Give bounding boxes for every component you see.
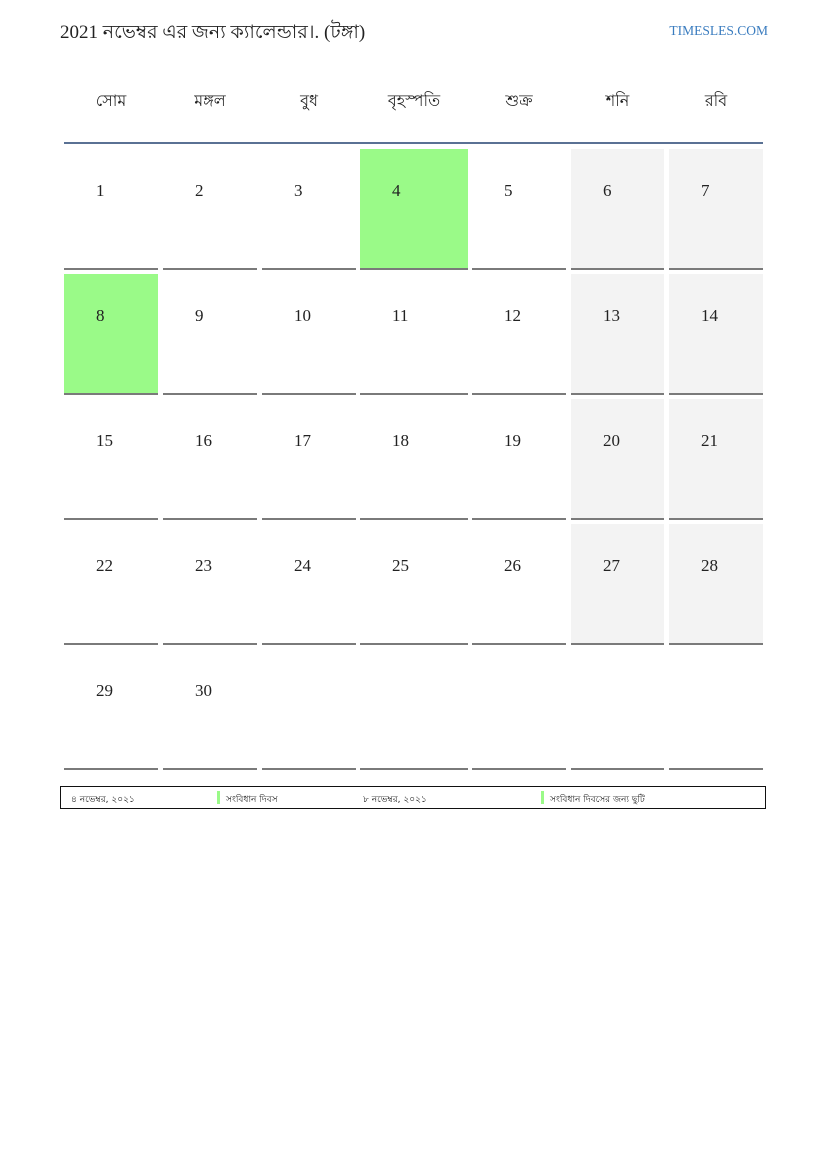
legend-holiday-2: সংবিধান দিবসের জন্য ছুটি (550, 795, 645, 805)
day-number: 30 (195, 681, 212, 700)
day-number: 21 (701, 431, 718, 450)
day-cell[interactable] (360, 524, 468, 645)
day-number: 5 (504, 181, 513, 200)
day-cell[interactable] (262, 399, 356, 520)
day-number: 7 (701, 181, 710, 200)
day-cell[interactable] (472, 649, 566, 770)
day-number: 13 (603, 306, 620, 325)
day-number: 19 (504, 431, 521, 450)
day-number: 18 (392, 431, 409, 450)
legend-date-1: ৪ নভেম্বর, ২০২১ (71, 795, 135, 805)
day-cell[interactable] (262, 274, 356, 395)
day-number: 17 (294, 431, 311, 450)
header-divider (64, 142, 763, 144)
site-link[interactable]: TIMESLES.COM (669, 23, 768, 38)
day-cell[interactable] (360, 149, 468, 270)
day-cell[interactable] (64, 524, 158, 645)
day-number: 3 (294, 181, 303, 200)
day-cell[interactable] (163, 649, 257, 770)
day-number: 6 (603, 181, 612, 200)
day-number: 14 (701, 306, 718, 325)
day-number: 15 (96, 431, 113, 450)
day-number: 1 (96, 181, 105, 200)
weekday-header (64, 88, 763, 118)
day-cell[interactable] (262, 149, 356, 270)
day-number: 2 (195, 181, 204, 200)
day-cell[interactable] (571, 274, 664, 395)
day-cell[interactable] (669, 149, 763, 270)
weekday-label: রবি (704, 91, 728, 110)
day-cell[interactable] (163, 399, 257, 520)
day-cell[interactable] (64, 149, 158, 270)
day-number: 29 (96, 681, 113, 700)
day-cell[interactable] (163, 274, 257, 395)
day-cell[interactable] (163, 524, 257, 645)
day-number: 20 (603, 431, 620, 450)
day-number: 25 (392, 556, 409, 575)
day-number: 16 (195, 431, 212, 450)
legend-holiday-1: সংবিধান দিবস (226, 795, 278, 805)
day-number: 24 (294, 556, 311, 575)
weekday-label: মঙ্গল (194, 91, 226, 110)
day-cell[interactable] (64, 649, 158, 770)
day-number: 9 (195, 306, 204, 325)
day-number: 26 (504, 556, 521, 575)
day-number: 27 (603, 556, 620, 575)
day-cell[interactable] (669, 399, 763, 520)
day-cell[interactable] (262, 649, 356, 770)
weekday-label: বৃহস্পতি (387, 91, 441, 110)
day-cell[interactable] (669, 649, 763, 770)
day-cell[interactable] (64, 274, 158, 395)
holiday-legend (60, 786, 766, 809)
day-number: 8 (96, 306, 105, 325)
day-cell[interactable] (571, 649, 664, 770)
day-number: 4 (392, 181, 401, 200)
day-cell[interactable] (262, 524, 356, 645)
day-cell[interactable] (64, 399, 158, 520)
day-number: 28 (701, 556, 718, 575)
day-cell[interactable] (472, 524, 566, 645)
day-number: 11 (392, 306, 409, 325)
day-cell[interactable] (360, 399, 468, 520)
legend-marker-1 (217, 791, 220, 804)
day-cell[interactable] (360, 649, 468, 770)
day-cell[interactable] (360, 274, 468, 395)
legend-marker-2 (541, 791, 544, 804)
weekday-label: শুক্র (505, 91, 533, 110)
day-cell[interactable] (472, 399, 566, 520)
day-number: 12 (504, 306, 521, 325)
day-number: 10 (294, 306, 311, 325)
day-cell[interactable] (571, 399, 664, 520)
day-cell[interactable] (472, 149, 566, 270)
day-cell[interactable] (669, 274, 763, 395)
page-title: 2021 নভেম্বর এর জন্য ক্যালেন্ডার।. (টঙ্গা) (60, 22, 366, 43)
day-cell[interactable] (669, 524, 763, 645)
weekday-label: শনি (605, 91, 630, 110)
weekday-label: বুধ (300, 91, 318, 110)
day-number: 22 (96, 556, 113, 575)
day-number: 23 (195, 556, 212, 575)
legend-date-2: ৮ নভেম্বর, ২০২১ (363, 795, 427, 805)
day-cell[interactable] (571, 524, 664, 645)
day-cell[interactable] (472, 274, 566, 395)
day-cell[interactable] (163, 149, 257, 270)
weekday-label: সোম (95, 91, 127, 110)
day-cell[interactable] (571, 149, 664, 270)
